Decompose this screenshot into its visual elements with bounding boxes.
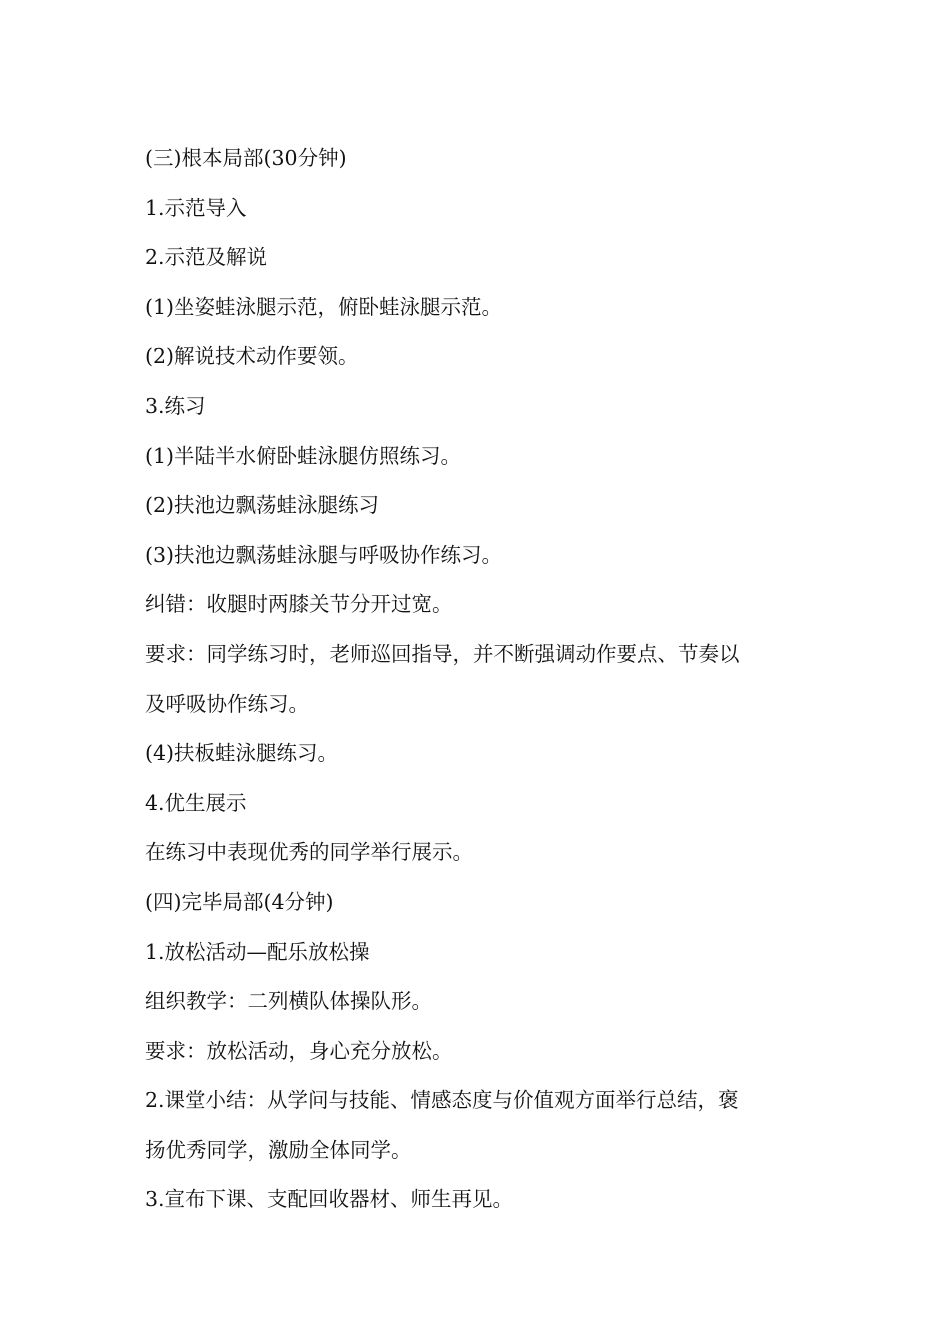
text-line: 3.练习 bbox=[145, 393, 206, 418]
text-line: 要求：同学练习时，老师巡回指导，并不断强调动作要点、节奏以 bbox=[145, 641, 740, 666]
text-line: 扬优秀同学，激励全体同学。 bbox=[145, 1137, 412, 1162]
text-line: 在练习中表现优秀的同学举行展示。 bbox=[145, 840, 473, 865]
text-line: 1.放松活动—配乐放松操 bbox=[145, 939, 370, 964]
text-line: (1)坐姿蛙泳腿示范，俯卧蛙泳腿示范。 bbox=[145, 294, 503, 319]
section-heading: (四)完毕局部(4分钟) bbox=[145, 889, 334, 914]
text-line: 纠错：收腿时两膝关节分开过宽。 bbox=[145, 592, 453, 617]
section-heading: (三)根本局部(30分钟) bbox=[145, 146, 347, 170]
text-line: 及呼吸协作练习。 bbox=[145, 691, 309, 716]
text-line: (1)半陆半水俯卧蛙泳腿仿照练习。 bbox=[145, 443, 462, 468]
text-line: 4.优生展示 bbox=[145, 790, 247, 815]
text-line: 2.课堂小结：从学问与技能、情感态度与价值观方面举行总结，褒 bbox=[145, 1088, 739, 1113]
text-line: 组织教学：二列横队体操队形。 bbox=[145, 989, 432, 1014]
text-line: (2)扶池边飘荡蛙泳腿练习 bbox=[145, 493, 380, 518]
text-line: (4)扶板蛙泳腿练习。 bbox=[145, 741, 339, 766]
text-line: 1.示范导入 bbox=[145, 195, 247, 220]
text-line: 2.示范及解说 bbox=[145, 245, 268, 270]
document-body bbox=[145, 134, 810, 1225]
text-line: 3.宣布下课、支配回收器材、师生再见。 bbox=[145, 1187, 514, 1212]
text-line: (2)解说技术动作要领。 bbox=[145, 344, 359, 369]
text-line: (3)扶池边飘荡蛙泳腿与呼吸协作练习。 bbox=[145, 542, 503, 567]
text-line: 要求：放松活动，身心充分放松。 bbox=[145, 1038, 453, 1063]
